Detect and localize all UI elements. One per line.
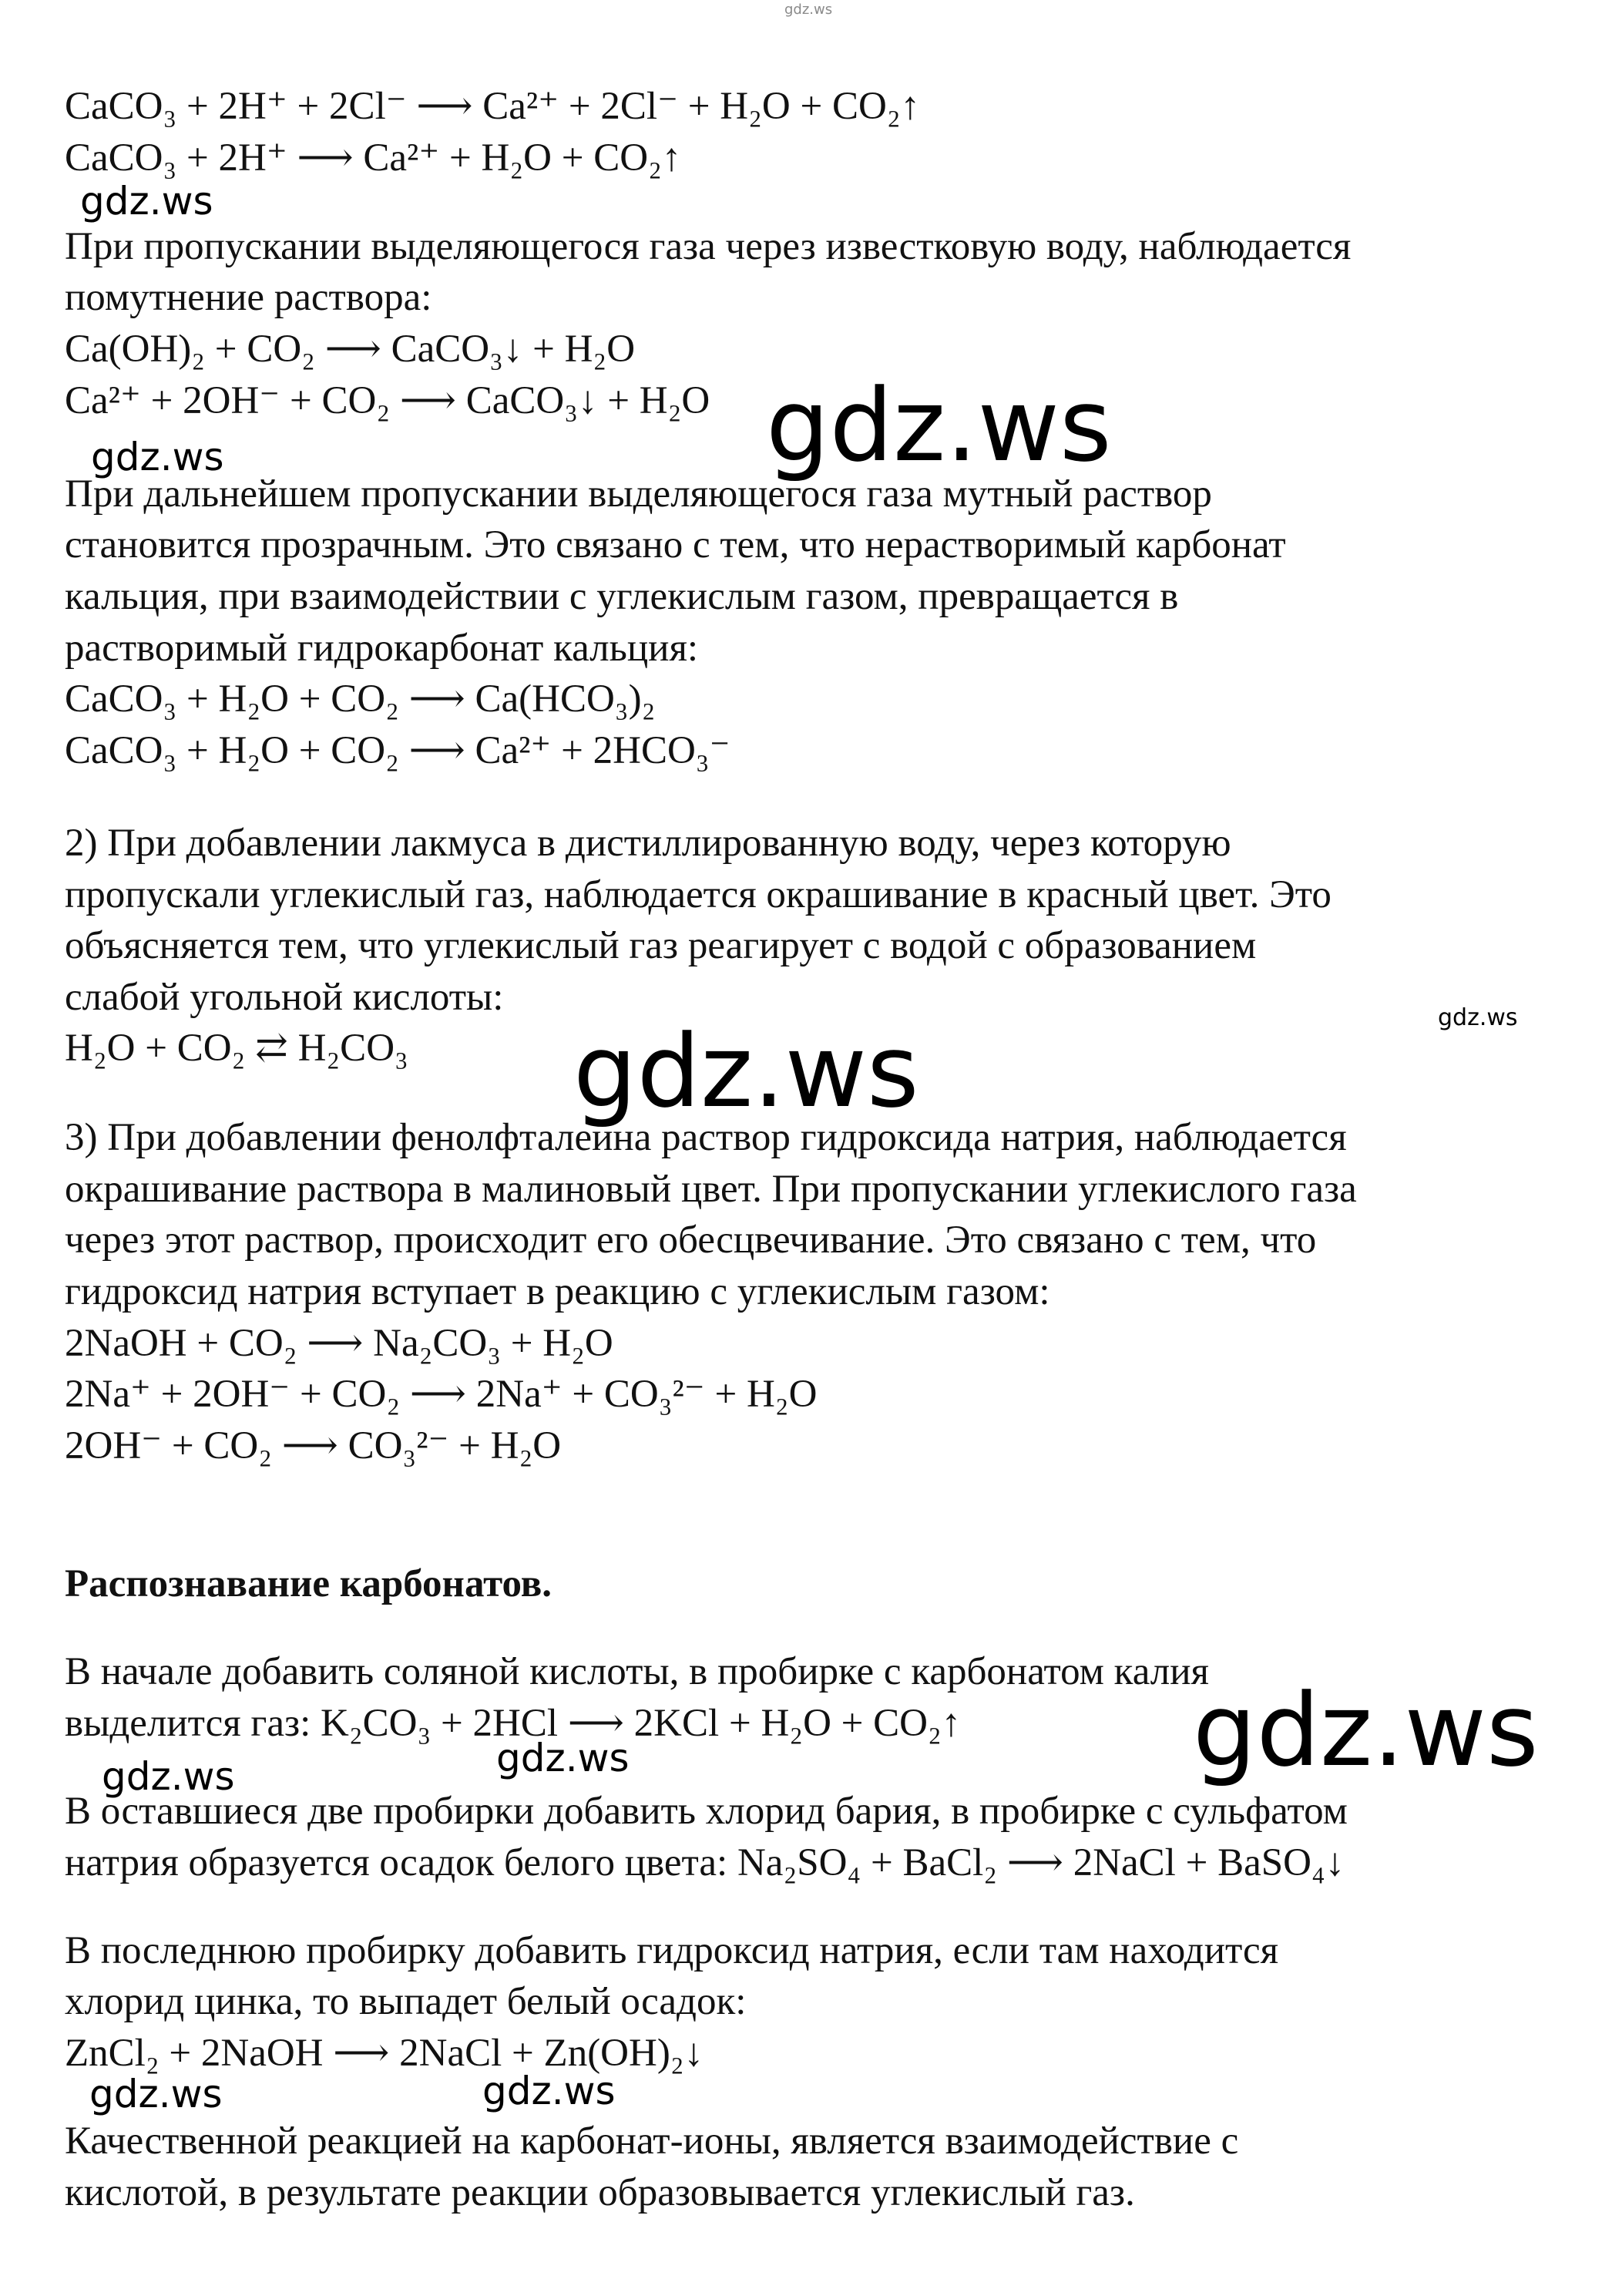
equation-line: Ca²⁺ + 2OH⁻ + CO₂ ⟶ CaCO₃↓ + H₂O	[65, 379, 710, 422]
equation-line: CaCO₃ + 2H⁺ + 2Cl⁻ ⟶ Ca²⁺ + 2Cl⁻ + H₂O + CO₂↑	[65, 85, 921, 128]
equation-line: 2NaOH + CO₂ ⟶ Na₂CO₃ + H₂O	[65, 1322, 613, 1365]
watermark: gdz.ws	[80, 179, 213, 224]
paragraph-line: окрашивание раствора в малиновый цвет. При пропускании углекислого газа	[65, 1168, 1357, 1211]
equation-line: 2OH⁻ + CO₂ ⟶ CO₃²⁻ + H₂O	[65, 1424, 562, 1467]
paragraph-line: В оставшиеся две пробирки добавить хлорид бария, в пробирке с сульфатом	[65, 1790, 1348, 1833]
paragraph-line: При дальнейшем пропускании выделяющегося газа мутный раствор	[65, 472, 1212, 516]
equation-line: CaCO₃ + H₂O + CO₂ ⟶ Ca²⁺ + 2HCO₃⁻	[65, 729, 730, 772]
paragraph-line: становится прозрачным. Это связано с тем, что нерастворимый карбонат	[65, 523, 1286, 566]
paragraph-line: 3) При добавлении фенолфталеина раствор гидроксида натрия, наблюдается	[65, 1116, 1347, 1159]
watermark: gdz.ws	[89, 2072, 223, 2116]
equation-line: ZnCl₂ + 2NaOH ⟶ 2NaCl + Zn(OH)₂↓	[65, 2032, 704, 2075]
watermark-large: gdz.ws	[766, 367, 1112, 484]
paragraph-line: объясняется тем, что углекислый газ реагирует с водой с образованием	[65, 924, 1257, 967]
paragraph-line: натрия образуется осадок белого цвета: Na₂SO₄ + BaCl₂ ⟶ 2NaCl + BaSO₄↓	[65, 1841, 1345, 1884]
equation-line: H₂O + CO₂ ⇄ H₂CO₃	[65, 1027, 408, 1070]
equation-line: 2Na⁺ + 2OH⁻ + CO₂ ⟶ 2Na⁺ + CO₃²⁻ + H₂O	[65, 1373, 818, 1416]
watermark-large: gdz.ws	[1193, 1672, 1539, 1789]
equation-line: Ca(OH)₂ + CO₂ ⟶ CaCO₃↓ + H₂O	[65, 328, 636, 371]
paragraph-line: пропускали углекислый газ, наблюдается окрашивание в красный цвет. Это	[65, 873, 1332, 916]
paragraph-line: В последнюю пробирку добавить гидроксид натрия, если там находится	[65, 1929, 1279, 1972]
paragraph-line: При пропускании выделяющегося газа через известковую воду, наблюдается	[65, 225, 1352, 268]
paragraph-line: выделится газ: K₂CO₃ + 2HCl ⟶ 2KCl + H₂O + CO₂↑	[65, 1702, 962, 1745]
paragraph-line: хлорид цинка, то выпадет белый осадок:	[65, 1980, 747, 2023]
watermark: gdz.ws	[482, 2069, 616, 2113]
section-heading: Распознавание карбонатов.	[65, 1562, 552, 1605]
equation-line: CaCO₃ + 2H⁺ ⟶ Ca²⁺ + H₂O + CO₂↑	[65, 136, 682, 180]
paragraph-line: Качественной реакцией на карбонат-ионы, является взаимодействие с	[65, 2120, 1239, 2163]
watermark-top: gdz.ws	[784, 2, 833, 18]
paragraph-line: слабой угольной кислоты:	[65, 976, 504, 1019]
watermark-large: gdz.ws	[573, 1013, 919, 1130]
paragraph-line: кислотой, в результате реакции образовывается углекислый газ.	[65, 2171, 1135, 2214]
paragraph-line: В начале добавить соляной кислоты, в пробирке с карбонатом калия	[65, 1650, 1209, 1693]
paragraph-line: 2) При добавлении лакмуса в дистиллированную воду, через которую	[65, 822, 1231, 865]
watermark: gdz.ws	[91, 435, 224, 479]
paragraph-line: помутнение раствора:	[65, 276, 432, 319]
paragraph-line: гидроксид натрия вступает в реакцию с углекислым газом:	[65, 1270, 1050, 1313]
paragraph-line: растворимый гидрокарбонат кальция:	[65, 627, 699, 670]
watermark: gdz.ws	[1438, 1004, 1518, 1031]
watermark: gdz.ws	[496, 1736, 630, 1780]
equation-line: CaCO₃ + H₂O + CO₂ ⟶ Ca(HCO₃)₂	[65, 677, 656, 721]
paragraph-line: кальция, при взаимодействии с углекислым газом, превращается в	[65, 575, 1179, 618]
watermark: gdz.ws	[102, 1754, 235, 1799]
paragraph-line: через этот раствор, происходит его обесцвечивание. Это связано с тем, что	[65, 1219, 1317, 1262]
